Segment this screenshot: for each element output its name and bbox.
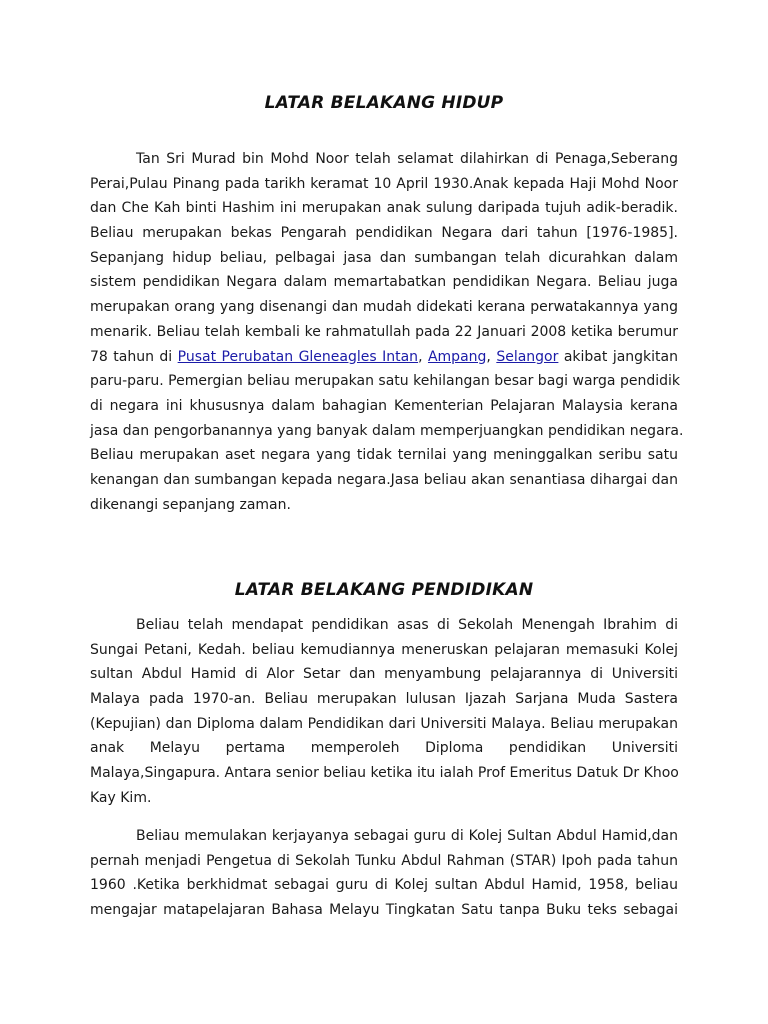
text-line: Beliau merupakan bekas Pengarah pendidikan Negara dari tahun [1976-1985]. <box>90 225 678 242</box>
text-line: sultan Abdul Hamid di Alor Setar dan menyambung pelajarannya di Universiti <box>90 666 678 683</box>
text-line: Malaya,Singapura. Antara senior beliau ketika itu ialah Prof Emeritus Datuk Dr Khoo <box>90 765 679 782</box>
heading-latar-belakang-pendidikan: LATAR BELAKANG PENDIDIKAN <box>234 580 534 600</box>
paragraph-hidup <box>90 147 684 517</box>
text-line: merupakan orang yang disenangi dan mudah didekati kerana perwatakannya yang <box>90 299 678 316</box>
text-line-with-links <box>90 345 678 370</box>
link-pusat-perubatan-gleneagles-intan[interactable]: Pusat Perubatan Gleneagles Intan <box>177 348 419 365</box>
text-line: paru-paru. Pemergian beliau merupakan satu kehilangan besar bagi warga pendidik <box>90 373 680 390</box>
paragraph-pendidikan-1 <box>90 613 678 811</box>
text-line: Sungai Petani, Kedah. beliau kemudiannya meneruskan pelajaran memasuki Kolej <box>90 641 678 658</box>
text-line: Kay Kim. <box>90 789 152 806</box>
text-line: dikenangi sepanjang zaman. <box>90 496 291 513</box>
text-fragment: , <box>486 348 497 365</box>
text-line: menarik. Beliau telah kembali ke rahmatullah pada 22 Januari 2008 ketika berumur <box>90 323 678 340</box>
text-line: di negara ini khususnya dalam bahagian Kementerian Pelajaran Malaysia kerana <box>90 397 678 414</box>
text-line: dan Che Kah binti Hashim ini merupakan anak sulung daripada tujuh adik-beradik. <box>90 200 678 217</box>
text-line: kenangan dan sumbangan kepada negara.Jasa beliau akan senantiasa dihargai dan <box>90 471 678 488</box>
text-line: Sepanjang hidup beliau, pelbagai jasa dan sumbangan telah dicurahkan dalam <box>90 249 678 266</box>
text-line: Beliau merupakan aset negara yang tidak ternilai yang meninggalkan seribu satu <box>90 447 678 464</box>
text-line: jasa dan pengorbanannya yang banyak dalam memperjuangkan pendidikan negara. <box>90 422 684 439</box>
heading-latar-belakang-hidup: LATAR BELAKANG HIDUP <box>264 93 504 113</box>
text-line: Malaya pada 1970-an. Beliau merupakan lulusan Ijazah Sarjana Muda Sastera <box>90 691 678 708</box>
link-ampang[interactable]: Ampang <box>427 348 487 365</box>
text-line: 1960 .Ketika berkhidmat sebagai guru di Kolej sultan Abdul Hamid, 1958, beliau <box>90 877 678 894</box>
text-fragment: , <box>418 348 428 365</box>
text-line: pernah menjadi Pengetua di Sekolah Tunku Abdul Rahman (STAR) Ipoh pada tahun <box>90 852 678 869</box>
link-selangor[interactable]: Selangor <box>496 348 559 365</box>
text-line: sistem pendidikan Negara dalam memartabatkan pendidikan Negara. Beliau juga <box>90 274 678 291</box>
paragraph-pendidikan-2 <box>90 824 678 923</box>
text-fragment: akibat jangkitan <box>558 348 678 365</box>
text-line: Beliau memulakan kerjayanya sebagai guru di Kolej Sultan Abdul Hamid,dan <box>136 828 678 844</box>
text-line: anak Melayu pertama memperoleh Diploma pendidikan Universiti <box>90 740 678 757</box>
text-line: Perai,Pulau Pinang pada tarikh keramat 10 April 1930.Anak kepada Haji Mohd Noor <box>90 175 678 192</box>
text-fragment: 78 tahun di <box>90 348 178 365</box>
text-line: Beliau telah mendapat pendidikan asas di Sekolah Menengah Ibrahim di <box>136 617 678 633</box>
text-line: Tan Sri Murad bin Mohd Noor telah selamat dilahirkan di Penaga,Seberang <box>136 151 678 167</box>
text-line: (Kepujian) dan Diploma dalam Pendidikan dari Universiti Malaya. Beliau merupakan <box>90 715 678 732</box>
text-line: mengajar matapelajaran Bahasa Melayu Tingkatan Satu tanpa Buku teks sebagai <box>90 902 678 919</box>
